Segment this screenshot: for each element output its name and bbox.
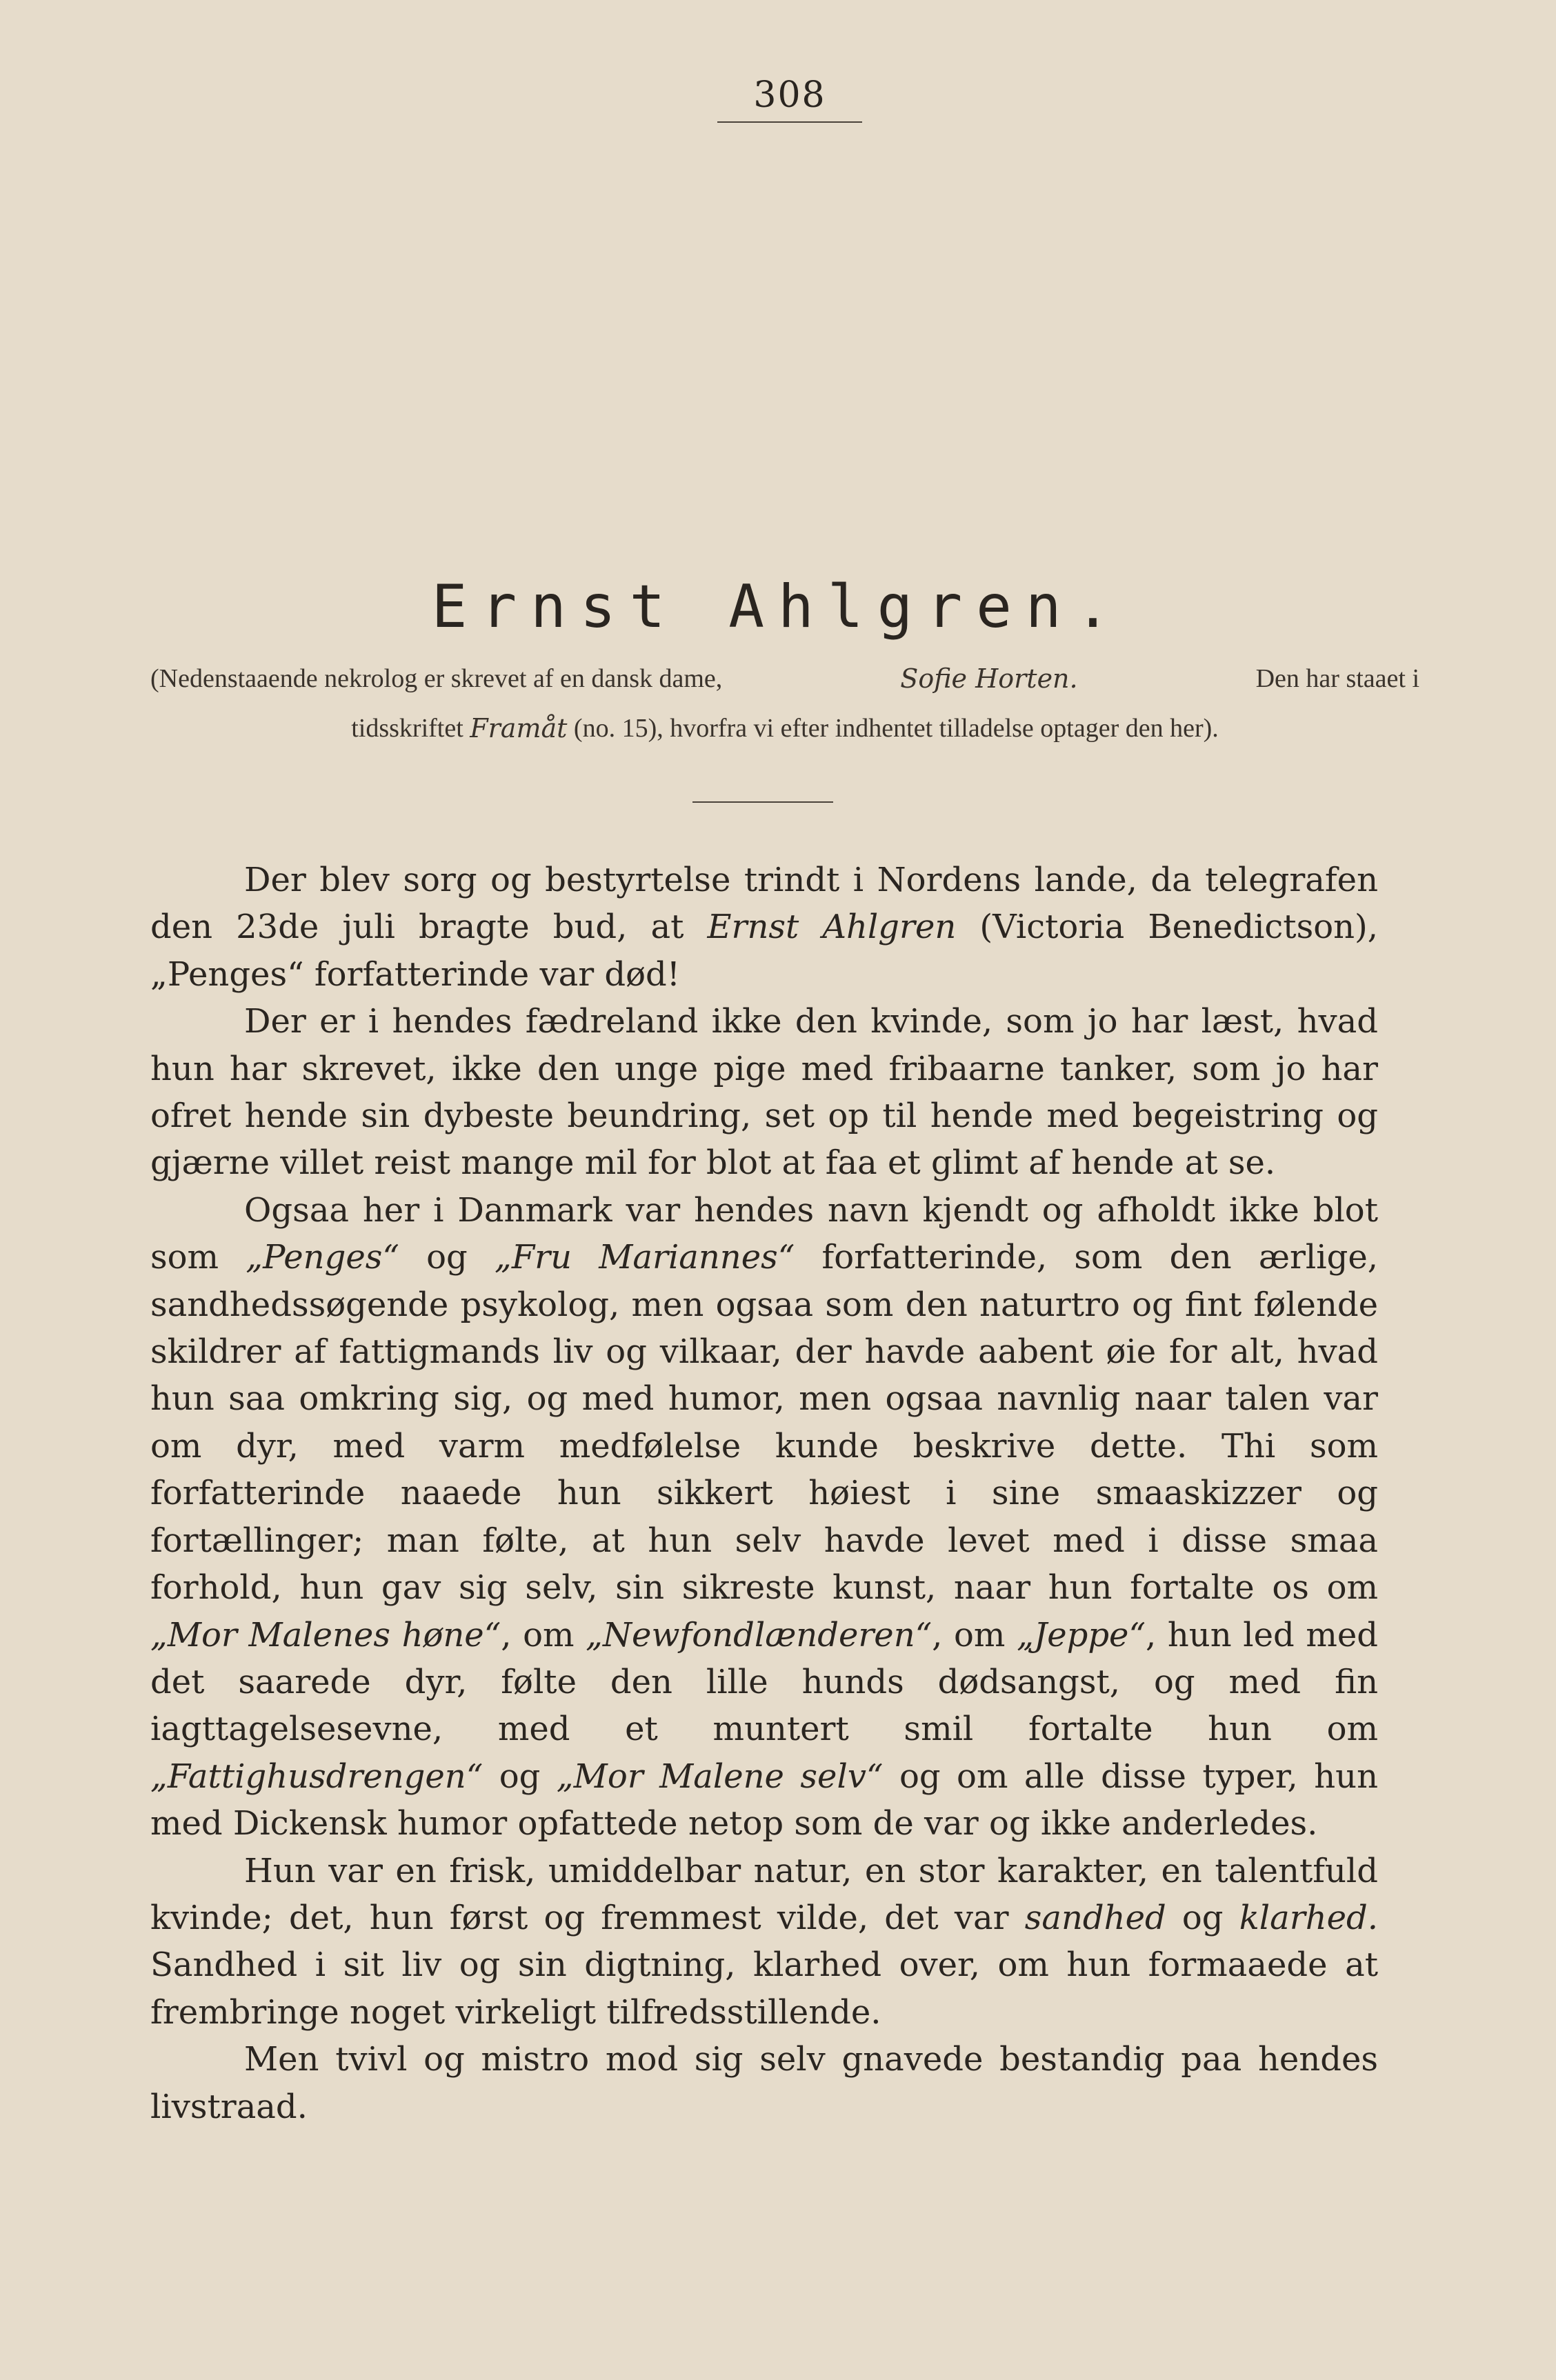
story-title: „Mor Malenes høne“	[150, 1615, 501, 1654]
editorial-note-line	[150, 654, 1419, 703]
note-text: (Nedenstaaende nekrolog er skrevet af en dansk dame,	[150, 664, 723, 693]
paragraph: Der er i hendes fædreland ikke den kvinde, som jo har læst, hvad hun har skrevet, ikke den unge pige med fribaarne tanker, som jo har ofret hende sin dybeste beundring, set op til hende med begeistring og gjærne villet reist mange mil for blot at faa et glimt af hende at se.	[150, 1002, 1378, 1183]
paragraph-text: Der blev sorg og bestyrtelse trindt i Nordens lande, da telegrafen den 23de juli bragte bud, at	[150, 861, 1378, 947]
book-title: „Penges“	[246, 1238, 399, 1277]
paragraph-text: og om alle disse typer, hun med Dickensk humor opfattede netop som de var og ikke anderledes.	[150, 1757, 1379, 1843]
section-divider	[692, 801, 833, 803]
paragraph-text: og	[426, 1238, 468, 1277]
paragraph	[150, 1848, 1378, 2037]
book-title: „Fru Mariannes“	[494, 1238, 795, 1277]
paragraph-text: forfatterinde, som den ærlige, sandhedssøgende psykolog, men ogsaa som den naturtro og fint følende skildrer af fattigmands liv og vilkaar, der havde aabent øie for alt, hvad hun saa omkring sig, og med humor, men ogsaa navnlig naar talen var om dyr, med varm medfølelse kunde beskrive dette. Thi som forfatterinde naaede hun sikkert høiest i sine smaaskizzer og fortællinger; man følte, at hun selv havde levet med i disse smaa forhold, hun gav sig selv, sin sikreste kunst, naar hun fortalte os om	[150, 1238, 1378, 1608]
paragraph-text: (Victoria Benedictson), „Penges“ forfatterinde var død!	[150, 908, 1378, 994]
journal-name: Framåt	[470, 713, 568, 743]
paragraph-text: Sandhed i sit liv og sin digtning, klarhed over, om hun formaaede at frembringe noget virkeligt tilfredsstillende.	[150, 1946, 1378, 2032]
paragraph-text: , om	[932, 1615, 1006, 1654]
emphasized-word: klarhed.	[1239, 1898, 1379, 1937]
paragraph	[150, 857, 1378, 998]
emphasized-word: sandhed	[1024, 1898, 1166, 1937]
paragraph-text: og	[499, 1757, 541, 1796]
story-title: „Newfondlænderen“	[586, 1615, 932, 1654]
article-title: Ernst Ahlgren.	[431, 572, 1125, 641]
note-text: tidsskriftet	[351, 714, 463, 743]
story-title: „Fattighusdrengen“	[150, 1757, 483, 1796]
page-number: 308	[717, 74, 862, 123]
note-text: Den har staaet i	[1255, 664, 1419, 693]
paragraph-text: og	[1181, 1898, 1224, 1937]
editorial-note-line	[150, 703, 1419, 753]
story-title: „Jeppe“	[1017, 1615, 1146, 1654]
paragraph: Men tvivl og mistro mod sig selv gnavede bestandig paa hendes livstraad.	[150, 2040, 1378, 2126]
story-title: „Mor Malene selv“	[556, 1757, 884, 1796]
editorial-note	[150, 654, 1419, 753]
emphasized-name: Ernst Ahlgren	[707, 908, 957, 947]
paragraph	[150, 1187, 1378, 1848]
note-text: (no. 15), hvorfra vi efter indhentet tilladelse optager den her).	[573, 714, 1219, 743]
paragraph-text: , hun led med det saarede dyr, følte den lille hunds dødsangst, og med fin iagttagelsesevne, med et muntert smil fortalte hun om	[150, 1615, 1378, 1749]
paragraph-text: Ogsaa her i Danmark var hendes navn kjendt og afholdt ikke blot som	[150, 1190, 1378, 1277]
paragraph-text: Hun var en frisk, umiddelbar natur, en stor karakter, en talentfuld kvinde; det, hun først og fremmest vilde, det var	[150, 1851, 1378, 1937]
paragraph-text: , om	[501, 1615, 575, 1654]
article-body	[150, 857, 1378, 2130]
author-name: Sofie Horten.	[900, 663, 1078, 694]
